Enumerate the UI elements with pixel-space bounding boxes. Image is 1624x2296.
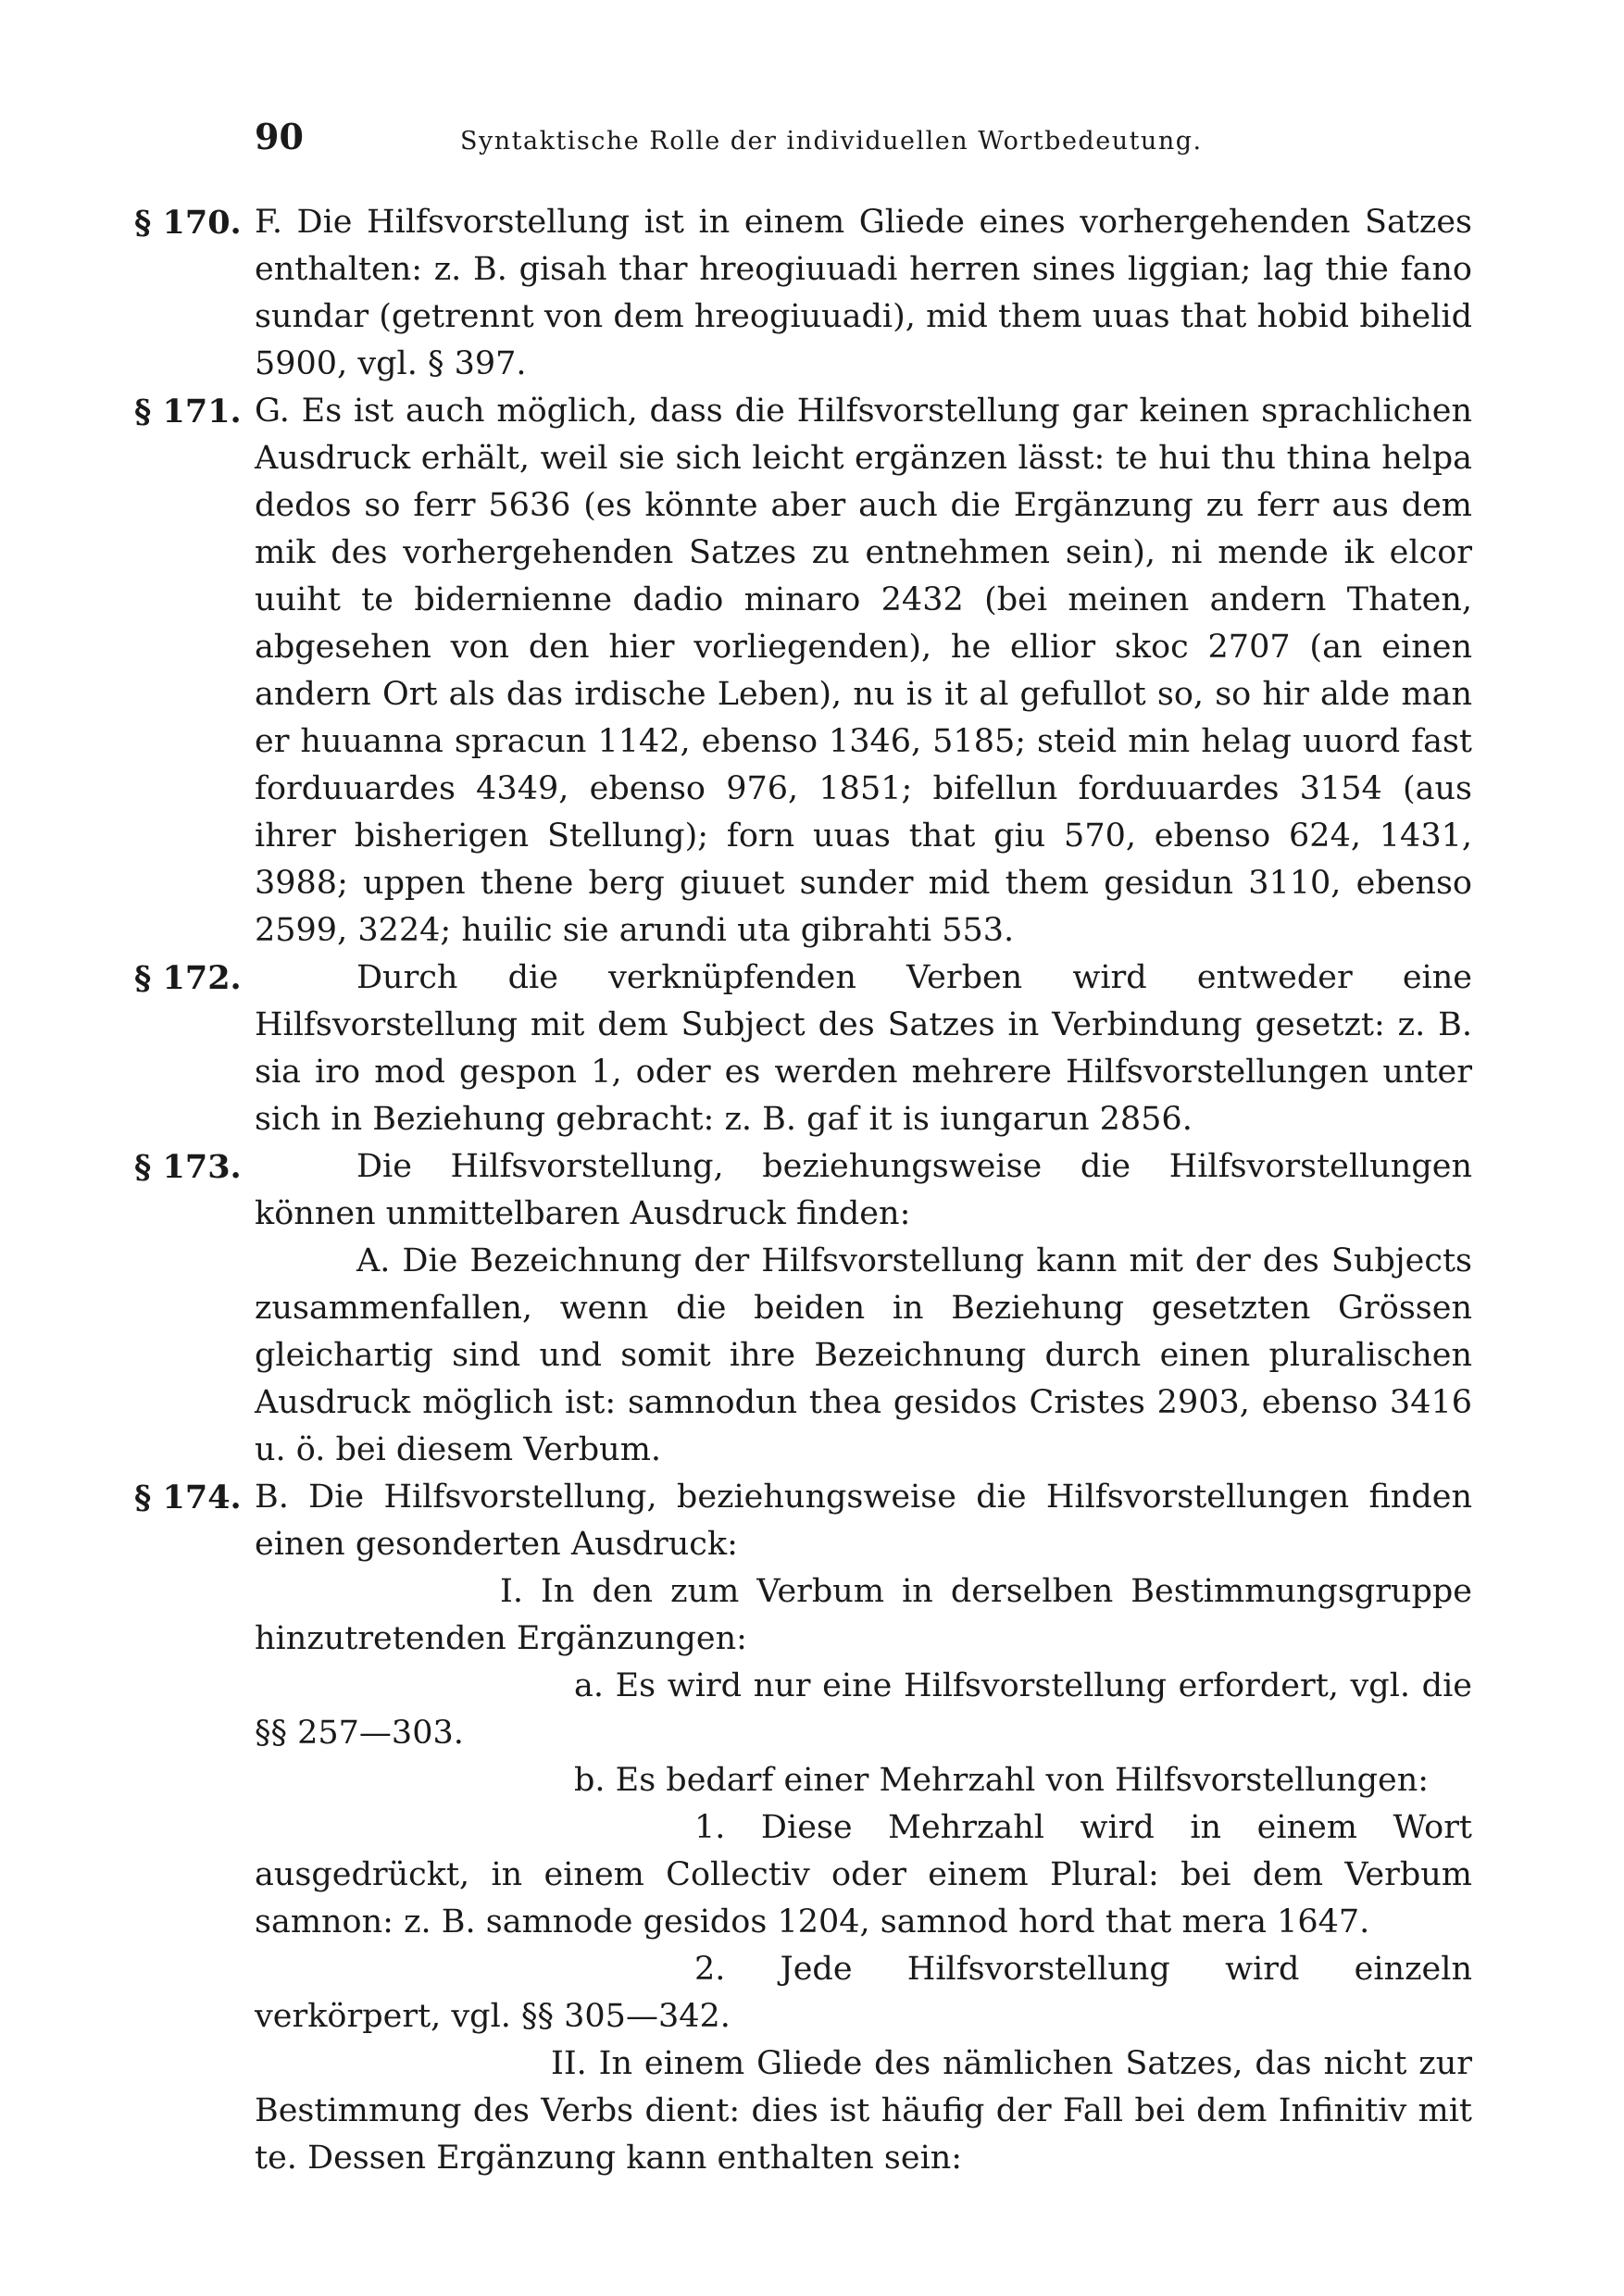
page-header <box>255 116 1477 171</box>
section-174-sub <box>134 1568 1472 2182</box>
section-number: § 170. <box>134 204 242 242</box>
body-text <box>134 199 1472 2182</box>
section-text: B. Die Hilfsvorstellung, beziehungsweise die Hilfsvorstellungen finden einen gesonderten Ausdruck: <box>255 1479 1472 1563</box>
section-172 <box>134 955 1472 1143</box>
paragraph-2: 2. Jede Hilfsvorstellung wird einzeln verkörpert, vgl. §§ 305—342. <box>255 1951 1472 2035</box>
paragraph-1: 1. Diese Mehrzahl wird in einem Wort ausgedrückt, in einem Collectiv oder einem Plural: bei dem Verbum samnon: z. B. samnode gesidos 1204, samnod hord that mera 1647. <box>255 1809 1472 1940</box>
section-171 <box>134 388 1472 955</box>
running-title: Syntaktische Rolle der individuellen Wortbedeutung. <box>460 127 1203 156</box>
section-173 <box>134 1143 1472 1238</box>
paragraph-a-sub: a. Es wird nur eine Hilfsvorstellung erfordert, vgl. die §§ 257—303. <box>255 1667 1472 1752</box>
section-text: F. Die Hilfsvorstellung ist in einem Gliede eines vorhergehenden Satzes enthalten: z. B. gisah thar hreogiuuadi herren sines liggian; lag thie fano sundar (getrennt von dem hreogiuuadi), mid them uuas that hobid bihelid 5900, vgl. § 397. <box>255 204 1472 382</box>
paragraph-roman-ii: II. In einem Gliede des nämlichen Satzes, das nicht zur Bestimmung des Verbs dient: dies ist häufig der Fall bei dem Infinitiv mit te. Dessen Ergänzung kann enthalten sein: <box>255 2045 1472 2177</box>
section-174 <box>134 1474 1472 1568</box>
section-text: Durch die verknüpfenden Verben wird entweder eine Hilfsvorstellung mit dem Subject des Satzes in Verbindung gesetzt: z. B. sia iro mod gespon 1, oder es werden mehrere Hilfsvorstellungen unter sich in Beziehung gebracht: z. B. gaf it is iungarun 2856. <box>255 959 1472 1138</box>
section-number: § 174. <box>134 1479 242 1516</box>
section-173-a <box>134 1238 1472 1474</box>
section-text: Die Hilfsvorstellung, beziehungsweise die Hilfsvorstellungen können unmittelbaren Ausdruck finden: <box>255 1148 1472 1232</box>
section-170 <box>134 199 1472 388</box>
section-number: § 172. <box>134 959 242 997</box>
paragraph-b-sub: b. Es bedarf einer Mehrzahl von Hilfsvorstellungen: <box>574 1762 1430 1799</box>
section-number: § 171. <box>134 393 242 430</box>
page-number: 90 <box>255 116 304 157</box>
section-text: G. Es ist auch möglich, dass die Hilfsvorstellung gar keinen sprachlichen Ausdruck erhält, weil sie sich leicht ergänzen lässt: te hui thu thina helpa dedos so ferr 5636 (es könnte aber auch die Ergänzung zu ferr aus dem mik des vorhergehenden Satzes zu entnehmen sein), ni mende ik elcor uuiht te bidernienne dadio minaro 2432 (bei meinen andern Thaten, abgesehen von den hier vorliegenden), he ellior skoc 2707 (an einen andern Ort als das irdische Leben), nu is it al gefullot so, so hir alde man er huuanna spracun 1142, ebenso 1346, 5185; steid min helag uuord fast forduuardes 4349, ebenso 976, 1851; bifellun forduuardes 3154 (aus ihrer bisherigen Stellung); forn uuas that giu 570, ebenso 624, 1431, 3988; uppen thene berg giuuet sunder mid them gesidun 3110, ebenso 2599, 3224; huilic sie arundi uta gibrahti 553. <box>255 393 1472 949</box>
paragraph-roman-i: I. In den zum Verbum in derselben Bestimmungsgruppe hinzutretenden Ergänzungen: <box>255 1573 1472 1657</box>
paragraph-a: A. Die Bezeichnung der Hilfsvorstellung kann mit der des Subjects zusammenfallen, wenn die beiden in Beziehung gesetzten Grössen gleichartig sind und somit ihre Bezeichnung durch einen pluralischen Ausdruck möglich ist: samnodun thea gesidos Cristes 2903, ebenso 3416 u. ö. bei diesem Verbum. <box>255 1242 1472 1468</box>
section-number: § 173. <box>134 1148 242 1186</box>
